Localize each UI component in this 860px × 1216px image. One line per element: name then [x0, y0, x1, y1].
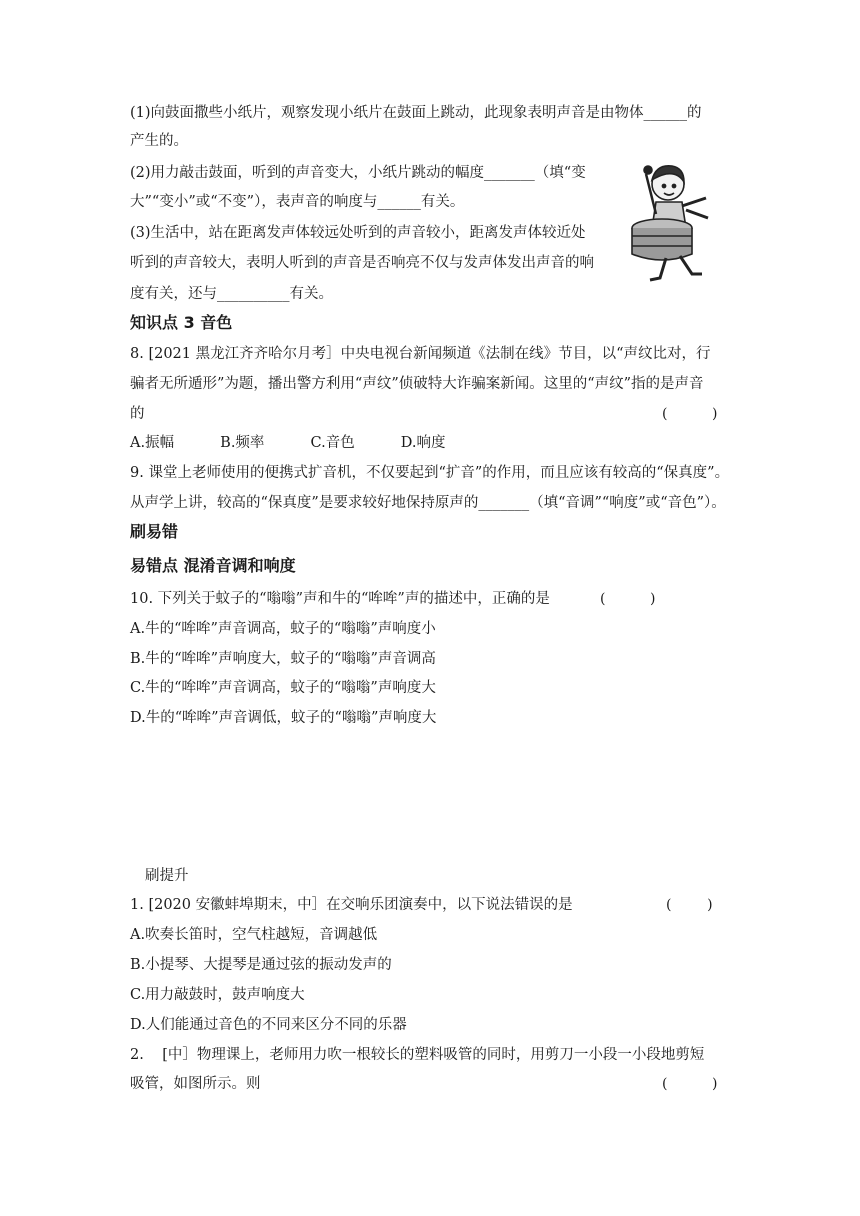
q8-line1: 8. [2021 黑龙江齐齐哈尔月考］中央电视台新闻频道《法制在线》节目，以“声纹比对，行: [130, 346, 711, 362]
p2-line2: 吸管，如图所示。则: [130, 1076, 261, 1092]
q10-option-b: B.牛的“哞哞”声响度大，蚊子的“嗡嗡”声音调高: [130, 651, 436, 667]
q7-part1-line2: 产生的。: [130, 133, 188, 149]
section-mistakes-heading: 刷易错: [130, 522, 179, 541]
p1-option-c: C.用力敲鼓时，鼓声响度大: [130, 987, 305, 1003]
p1-stem: 1. [2020 安徽蚌埠期末，中］在交响乐团演奏中，以下说法错误的是: [130, 897, 573, 913]
q7-part3-line2: 听到的声音较大，表明人听到的声音是否响亮不仅与发声体发出声音的响: [130, 255, 594, 271]
q8-answer-bracket: ( ): [662, 406, 718, 422]
mistake-point-heading: 易错点 混淆音调和响度: [130, 556, 296, 575]
p1-option-a: A.吹奏长笛时，空气柱越短，音调越低: [130, 927, 378, 943]
q7-part3-line3: 度有关，还与__________有关。: [130, 286, 333, 302]
q7-part1-line1: (1)向鼓面撒些小纸片，观察发现小纸片在鼓面上跳动，此现象表明声音是由物体______的: [130, 105, 702, 121]
q9-line2: 从声学上讲，较高的“保真度”是要求较好地保持原声的_______（填“音调”“响度”或“音色”）。: [130, 495, 726, 511]
q7-part3-line1: (3)生活中，站在距离发声体较远处听到的声音较小，距离发声体较近处: [130, 225, 586, 241]
drummer-boy-illustration: [622, 158, 722, 282]
section-improve-heading: 刷提升: [145, 868, 189, 884]
p1-answer-bracket: ( ): [666, 897, 713, 913]
q8-line3: 的: [130, 406, 145, 422]
q10-option-c: C.牛的“哞哞”声音调高，蚊子的“嗡嗡”声响度大: [130, 680, 436, 696]
knowledge-point-3-heading: 知识点 3 音色: [130, 313, 233, 332]
p2-answer-bracket: ( ): [662, 1076, 718, 1092]
p1-option-b: B.小提琴、大提琴是通过弦的振动发声的: [130, 957, 392, 973]
q10-answer-bracket: ( ): [600, 591, 656, 607]
q10-option-a: A.牛的“哞哞”声音调高，蚊子的“嗡嗡”声响度小: [130, 621, 436, 637]
q10-option-d: D.牛的“哞哞”声音调低，蚊子的“嗡嗡”声响度大: [130, 710, 437, 726]
q10-stem: 10. 下列关于蚊子的“嗡嗡”声和牛的“哞哞”声的描述中，正确的是: [130, 591, 550, 607]
p1-option-d: D.人们能通过音色的不同来区分不同的乐器: [130, 1017, 407, 1033]
q7-part2-line2: 大”“变小”或“不变”），表声音的响度与______有关。: [130, 194, 465, 210]
q8-options: A.振幅 B.频率 C.音色 D.响度: [130, 435, 446, 451]
p2-line1: 2. [中］物理课上，老师用力吹一根较长的塑料吸管的同时，用剪刀一小段一小段地剪短: [130, 1047, 705, 1063]
q9-line1: 9. 课堂上老师使用的便携式扩音机，不仅要起到“扩音”的作用，而且应该有较高的“保真度”。: [130, 465, 730, 481]
q8-line2: 骗者无所遁形”为题，播出警方利用“声纹”侦破特大诈骗案新闻。这里的“声纹”指的是声音: [130, 376, 704, 392]
q7-part2-line1: (2)用力敲击鼓面，听到的声音变大，小纸片跳动的幅度_______（填“变: [130, 165, 586, 181]
